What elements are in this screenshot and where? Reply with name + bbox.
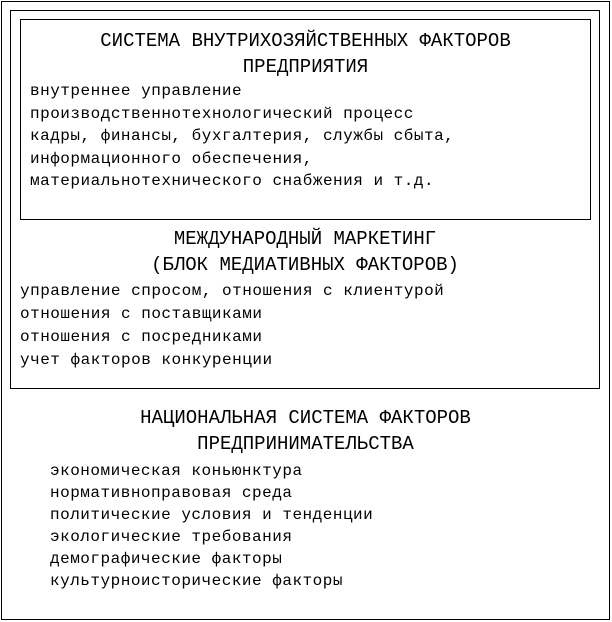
international-marketing-title-line-1: МЕЖДУНАРОДНЫЙ МАРКЕТИНГ: [173, 228, 437, 250]
marketing-factor-item: управление спросом, отношения с клиентурой: [20, 282, 445, 300]
internal-factors-title: [20, 28, 591, 80]
national-factor-item: нормативноправовая среда: [50, 484, 293, 502]
national-system-list: [50, 460, 373, 592]
international-marketing-list: [20, 280, 444, 372]
marketing-factor-item: отношения с поставщиками: [20, 305, 263, 323]
national-factor-item: политические условия и тенденции: [50, 506, 374, 524]
national-factor-item: экономическая коньюнктура: [50, 462, 303, 480]
internal-factor-item: производственнотехнологический процесс: [30, 104, 414, 123]
national-factor-item: демографические факторы: [50, 550, 283, 568]
national-system-title-line-2: ПРЕДПРИНИМАТЕЛЬСТВА: [197, 433, 414, 455]
internal-factor-item: кадры, финансы, бухгалтерия, службы сбыта,: [30, 127, 455, 145]
internal-factors-title-line-2: ПРЕДПРИЯТИЯ: [242, 56, 369, 78]
internal-factor-item: информационного обеспечения,: [30, 149, 313, 168]
national-factor-item: экологические требования: [50, 528, 293, 546]
internal-factor-item: внутреннее управление: [30, 82, 243, 100]
national-system-title: [1, 405, 610, 457]
international-marketing-title: [10, 226, 600, 278]
internal-factor-item: материальнотехнического снабжения и т.д.: [30, 172, 435, 190]
international-marketing-title-line-2: (БЛОК МЕДИАТИВНЫХ ФАКТОРОВ): [151, 254, 459, 276]
national-factor-item: культурноисторические факторы: [50, 572, 343, 590]
internal-factors-title-line-1: СИСТЕМА ВНУТРИХОЗЯЙСТВЕННЫХ ФАКТОРОВ: [100, 30, 511, 52]
internal-factors-list: [30, 80, 454, 193]
marketing-factor-item: учет факторов конкуренции: [20, 351, 273, 369]
marketing-factor-item: отношения с посредниками: [20, 328, 263, 346]
national-system-title-line-1: НАЦИОНАЛЬНАЯ СИСТЕМА ФАКТОРОВ: [140, 407, 471, 429]
